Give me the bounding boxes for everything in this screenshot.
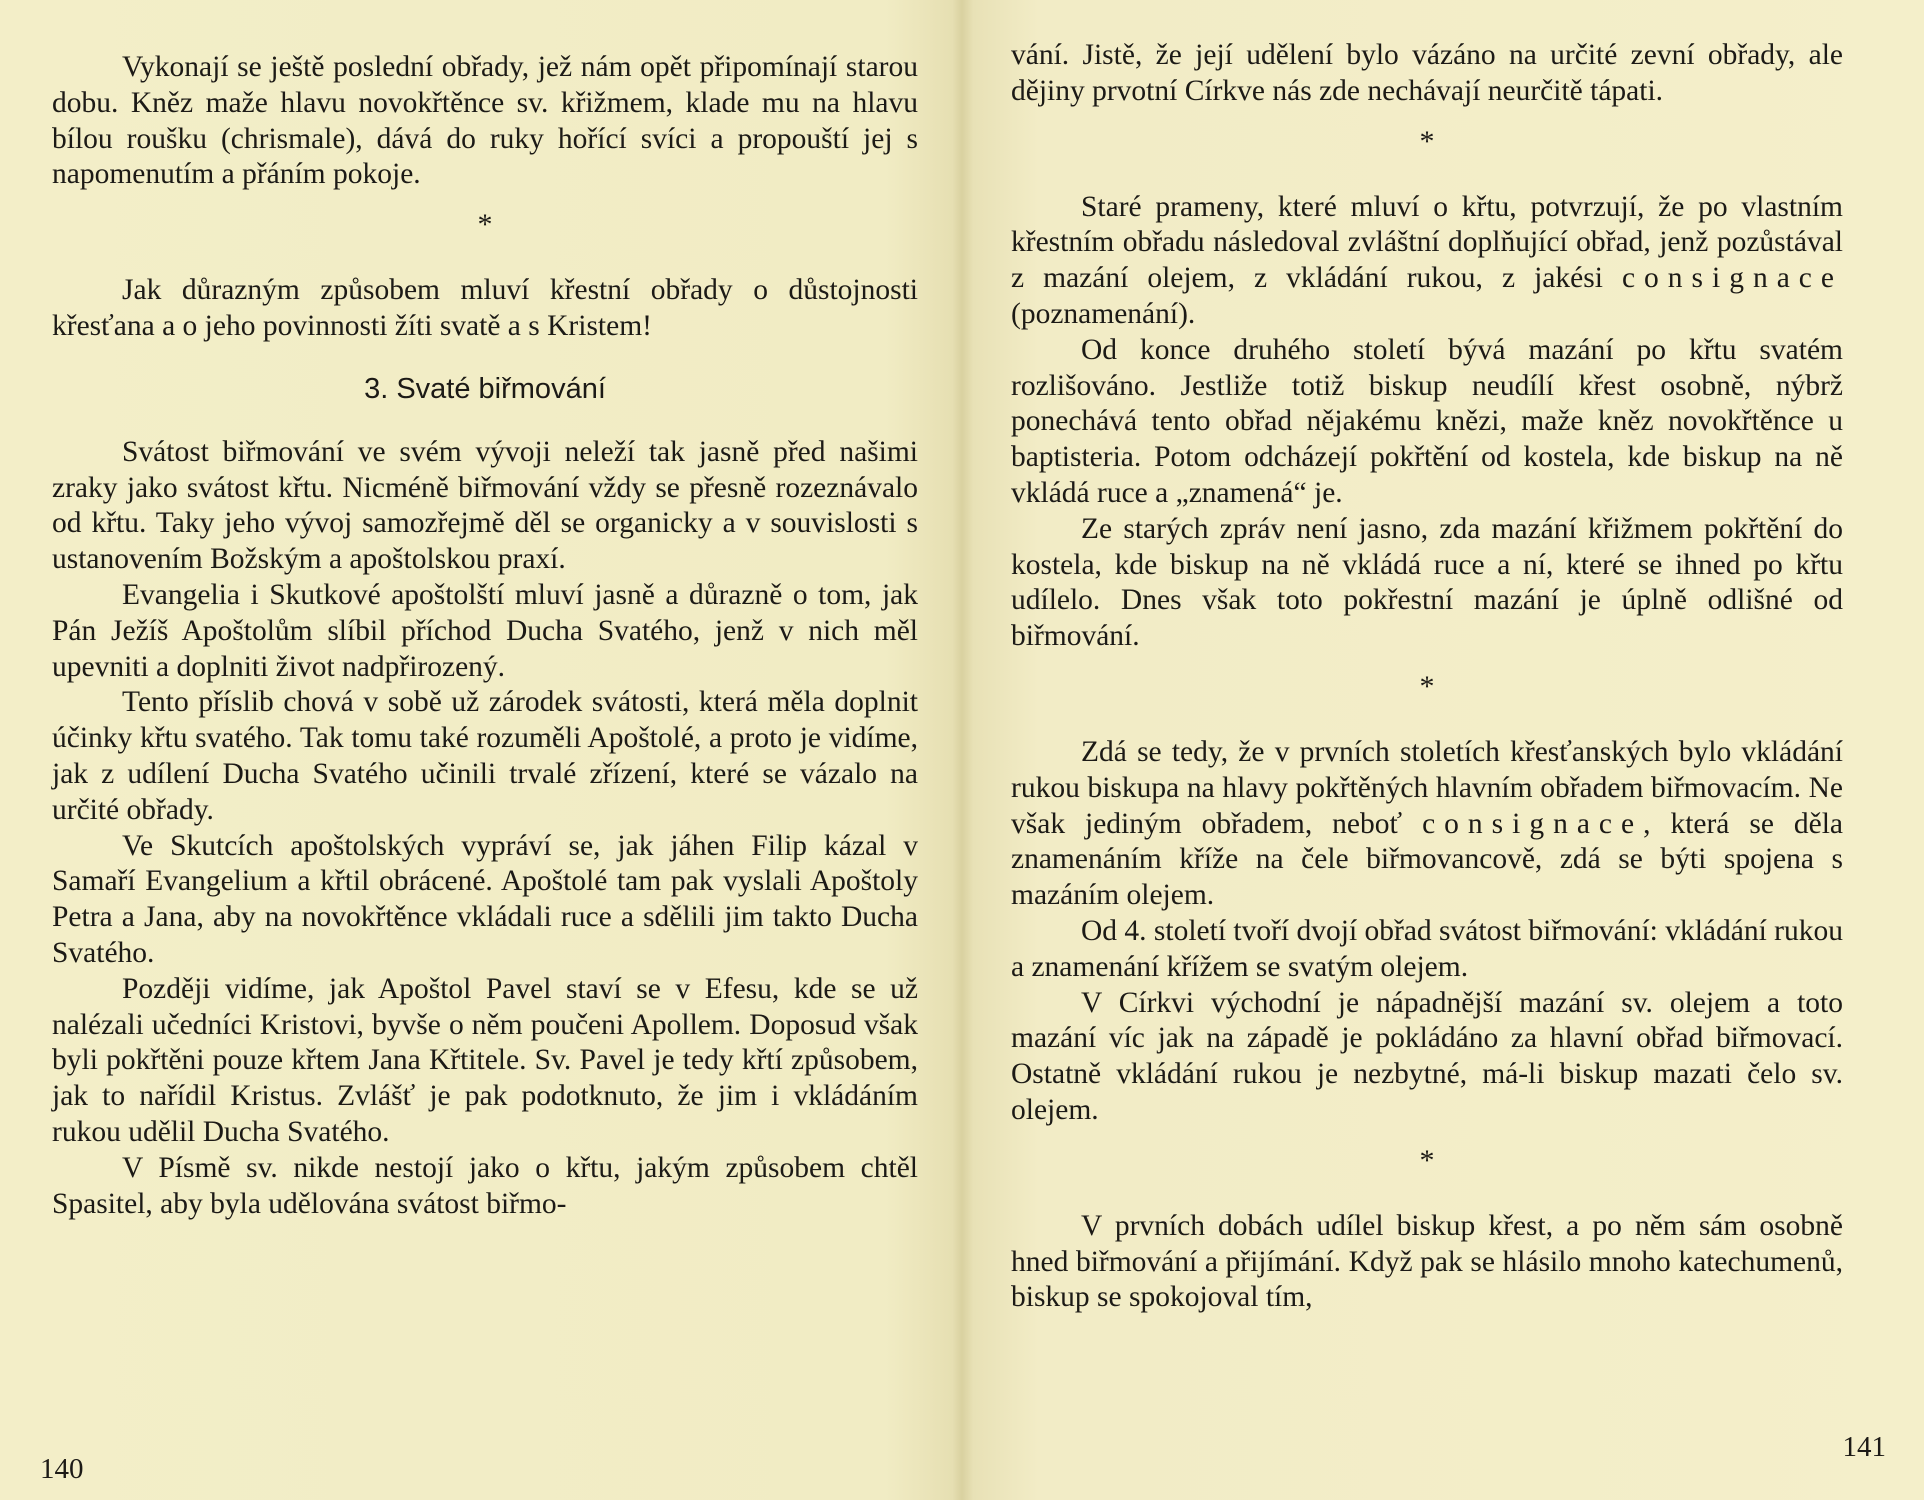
left-paragraph-4: Evangelia i Skutkové apoštolští mluví jasně a důrazně o tom, jak Pán Ježíš Apoštolům slíbil příchod Ducha Svatého, jenž v nich měl upevniti a doplniti život nadpřirozený. <box>52 578 918 683</box>
right-paragraph-3: Od konce druhého století bývá mazání po křtu svatém rozlišováno. Jestliže totiž biskup neudílí křest osobně, nýbrž ponechává tento obřad nějakému knězi, maže kněz novokřtěnce u baptisteria. Potom odcházejí pokřtění od kostela, kde biskup na ně vkládá ruce a „znamená“ je. <box>1011 333 1843 509</box>
left-paragraph-7: Později vidíme, jak Apoštol Pavel staví se v Efesu, kde se už nalézali učedníci Kristovi, byvše o něm poučeni Apollem. Doposud však byli pokřtěni pouze křtem Jana Křtitele. Sv. Pavel je tedy křtí způsobem, jak to nařídil Kristus. Zvlášť je pak podotknuto, že jim i vkládáním rukou udělil Ducha Svatého. <box>52 972 918 1148</box>
left-paragraph-6: Ve Skutcích apoštolských vypráví se, jak jáhen Filip kázal v Samaří Evangelium a křtil obrácené. Apoštolé tam pak vyslali Apoštoly Petra a Jana, aby na novokřtěnce vkládali ruce a sdělili jim takto Ducha Svatého. <box>52 829 918 969</box>
left-text-column <box>52 50 918 1222</box>
right-separator-star-2: * <box>1419 669 1435 703</box>
page-number-left: 140 <box>40 1453 84 1485</box>
left-paragraph-1: Vykonají se ještě poslední obřady, jež nám opět připomínají starou dobu. Kněz maže hlavu novokřtěnce sv. křižmem, klade mu na hlavu bílou roušku (chrismale), dává do ruky hořící svíci a propouští jej s napomenutím a přáním pokoje. <box>52 51 918 191</box>
right-paragraph-7: V Církvi východní je nápadnější mazání sv. olejem a toto mazání víc jak na západě je pokládáno za hlavní obřad biřmovací. Ostatně vkládání rukou je nezbytné, má-li biskup mazati čelo sv. olejem. <box>1011 986 1843 1126</box>
left-paragraph-2: Jak důrazným způsobem mluví křestní obřady o důstojnosti křesťana a o jeho povinnosti žíti svatě a s Kristem! <box>52 274 918 342</box>
left-separator-star: * <box>477 208 493 242</box>
right-separator-star-1: * <box>1419 124 1435 158</box>
right-paragraph-2-text-a: Staré prameny, které mluví o křtu, potvrzují, že po vlastním křestním obřadu následoval zvláštní doplňující obřad, jenž pozůstával z mazání olejem, z vkládání rukou, z jakési <box>1011 190 1843 295</box>
left-paragraph-3: Svátost biřmování ve svém vývoji neleží tak jasně před našimi zraky jako svátost křtu. Nicméně biřmování vždy se přesně rozeznávalo od křtu. Taky jeho vývoj samozřejmě děl se organicky a v souvislosti s ustanovením Božským a apoštolskou praxí. <box>52 435 918 576</box>
right-paragraph-1: vání. Jistě, že její udělení bylo vázáno na určité zevní obřady, ale dějiny prvotní Církve nás zde nechávají neurčitě tápati. <box>1011 39 1843 107</box>
right-paragraph-5-text-a: Zdá se tedy, že v prvních stoletích křesťanských bylo vkládání rukou biskupa na hlavy pokřtěných hlavním obřadem biřmovacím. Ne však jediným obřadem, neboť <box>1011 735 1843 840</box>
right-paragraph-6: Od 4. století tvoří dvojí obřad svátost biřmování: vkládání rukou a znamenání křížem se svatým olejem. <box>1011 914 1843 983</box>
right-paragraph-2-text-b: (poznamenání). <box>1011 297 1196 330</box>
right-text-column <box>1011 38 1843 1316</box>
spaced-term-consignace-1: consignace <box>1621 262 1843 295</box>
right-separator-star-3: * <box>1419 1143 1435 1177</box>
spaced-term-consignace-2: consignace <box>1422 807 1644 840</box>
left-paragraph-8: V Písmě sv. nikde nestojí jako o křtu, jakým způsobem chtěl Spasitel, aby byla udělována svátost biřmo- <box>52 1151 918 1220</box>
section-heading: 3. Svaté biřmování <box>364 372 606 405</box>
right-paragraph-2 <box>1011 190 1843 333</box>
right-paragraph-5 <box>1011 735 1843 914</box>
right-paragraph-8: V prvních dobách udílel biskup křest, a po něm sám osobně hned biřmování a přijímání. Když pak se hlásilo mnoho katechumenů, biskup se spokojoval tím, <box>1011 1209 1843 1314</box>
right-paragraph-5-text-b: , která se děla znamenáním kříže na čele biřmovancově, zdá se býti spojena s mazáním olejem. <box>1011 807 1843 912</box>
right-paragraph-4: Ze starých zpráv není jasno, zda mazání křižmem pokřtění do kostela, kde biskup na ně vkládá ruce a ní, které se ihned po křtu udílelo. Dnes však toto pokřestní mazání je úplně odlišné od biřmování. <box>1011 512 1843 653</box>
right-page <box>962 0 1924 1500</box>
page-number-right: 141 <box>1842 1431 1886 1463</box>
left-paragraph-5: Tento příslib chová v sobě už zárodek svátosti, která měla doplnit účinky křtu svatého. Tak tomu také rozuměli Apoštolé, a proto je vidíme, jak z udílení Ducha Svatého učinili trvalé zřízení, které se vázalo na určité obřady. <box>52 686 918 826</box>
